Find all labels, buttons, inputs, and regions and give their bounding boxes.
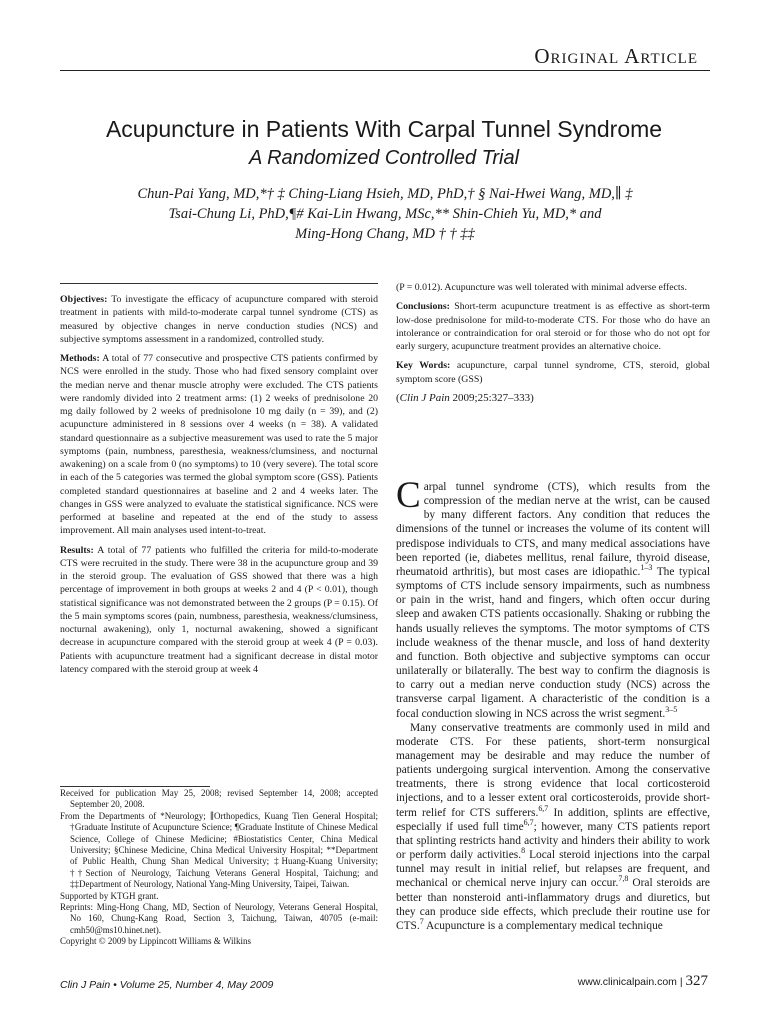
body-text-run: arpal tunnel syndrome (CTS), which results from the compression of the median nerve at the wrist, can be caused by many different factors. Any condition that reduces the dimensions of the tunnel or increases the volume of its content will predispose individuals to CTS, and many medical associations have been reported (ie, diabetes mellitus, renal failure, thyroid disease, rheumatoid arthritis), but most cases are idiopathic.: [396, 481, 710, 578]
page-number: 327: [685, 973, 708, 989]
reprints: Reprints: Ming-Hong Chang, MD, Section of Neurology, Veterans General Hospital, No 160, Chung-Kang Road, Section 3, Taichung, Taiwan, 40705 (e-mail: cmh50@ms10.hinet.net).: [60, 902, 378, 935]
abstract-methods: [60, 352, 378, 538]
abstract-conclusions: [396, 300, 710, 353]
body-text-run: Local steroid injections into the carpal tunnel may result in initial relief, but relapses are frequent, and mechanical or chemical nerve injury can occur.: [396, 849, 710, 890]
article-title: Acupuncture in Patients With Carpal Tunnel Syndrome: [105, 116, 663, 142]
citation-superscript: 6,7: [538, 803, 549, 813]
citation-ref: 2009;25:327–333: [452, 391, 531, 404]
header-rule: [60, 70, 710, 71]
body-text-run: ; however, many CTS patients report that splinting restricts hand activity and hinders their ability to work or perform daily activities.: [396, 820, 710, 862]
abstract-citation: (Clin J Pain 2009;25:327–333): [396, 391, 534, 404]
body-paragraph: [396, 721, 710, 933]
author-line: Tsai-Chung Li, PhD,¶# Kai-Lin Hwang, MSc,** Shin-Chieh Yu, MD,* and: [168, 206, 602, 222]
abstract-keywords: [396, 359, 710, 386]
methods-heading: Methods:: [60, 353, 100, 364]
body-text-run: Oral steroids are better than nonsteroid anti-inflammatory drugs and diuretics, but they can produce side effects, which preclude their routine use for CTS.: [396, 877, 710, 932]
section-label: Original Article: [534, 44, 698, 68]
affiliations-footnote: [60, 788, 378, 948]
received-dates: Received for publication May 25, 2008; revised September 14, 2008; accepted September 20, 2008.: [60, 788, 378, 810]
footer-right: [578, 973, 708, 990]
citation-superscript: 6,7: [523, 817, 534, 827]
abstract-results-continued: (P = 0.012). Acupuncture was well tolerated with minimal adverse effects.: [396, 282, 687, 293]
methods-text: A total of 77 consecutive and prospective CTS patients confirmed by NCS were enrolled in the study. Those who had fixed sensory complaint over the median nerve and thenar muscle atrophy were excluded. The CTS patients were randomly divided into 2 treatment arms: (1) 2 weeks of prednisolone 20 mg daily followed by 2 weeks of prednisolone 10 mg daily (n = 39), and (2) acupuncture administered in 8 sessions over 4 weeks (n = 38). A validated standard questionnaire as a subjective measurement was used to rate the 5 major symptoms (pain, numbness, paresthesia, weakness/clumsiness, and nocturnal awakening) on a scale from 0 (no symptoms) to 10 (very severe). The total score in each of the 5 categories was termed the global symptom score (GSS). Patients completed standard questionnaires at baseline and 2 and 4 weeks later. The changes in GSS were analyzed to evaluate the statistical significance. NCS were performed at baseline and repeated at the end of the study to assess improvement. All main analyses used intent-to-treat.: [60, 353, 378, 537]
objectives-heading: Objectives:: [60, 294, 108, 305]
citation-superscript: 7: [419, 917, 424, 927]
keywords-heading: Key Words:: [396, 360, 451, 372]
body-text-run: The typical symptoms of CTS include sensory impairments, such as numbness or pain in the wrist, hand and fingers, which often occur during sleep and awaken CTS patients occasionally. Shaking or rubbing the hands usually relieves the symptoms. The motor symptoms of CTS include weakness of the thenar muscle, and loss of hand dexterity and function. Both objective and subjective symptoms can occur unilaterally or bilaterally. The best way to confirm the diagnosis is to carry out a median nerve conduction study (NCS) across the transverse carpal ligament. A characteristic of the condition is a focal conduction slowing in NCS across the wrist segment.: [396, 565, 710, 720]
author-line: Chun-Pai Yang, MD,*† ‡ Ching-Liang Hsieh, MD, PhD,† § Nai-Hwei Wang, MD,∥ ‡: [137, 186, 633, 202]
journal-info: Clin J Pain • Volume 25, Number 4, May 2009: [60, 979, 274, 991]
website-link[interactable]: www.clinicalpain.com: [577, 976, 677, 988]
conclusions-text: Short-term acupuncture treatment is as effective as short-term low-dose prednisolone for mild-to-moderate CTS. For those who do have an intolerance or contraindication for oral steroid or for those who do not opt for early surgery, acupuncture treatment provides an alternative choice.: [396, 301, 711, 352]
body-text: [396, 475, 711, 933]
abstract-rule: [60, 283, 378, 284]
body-text-run: Many conservative treatments are commonly used in mild and moderate CTS. For these patients, short-term nonsurgical management may be desirable and may reduce the number of patients undergoing surgical intervention. Among the conservative treatments, there is strong evidence that local corticosteroid injections, and to a lesser extent oral corticosteroids, provide short-term relief for CTS sufferers.: [396, 721, 710, 819]
conclusions-heading: Conclusions:: [396, 301, 450, 313]
citation-superscript: 8: [521, 846, 526, 856]
author-line: Ming-Hong Chang, MD † † ‡‡: [295, 226, 475, 242]
body-paragraph: [396, 475, 710, 721]
abstract-left-column: [60, 293, 378, 682]
drop-cap: C: [396, 475, 421, 516]
citation-superscript: 1–3: [640, 563, 653, 573]
results-text: A total of 77 patients who fulfilled the criteria for mild-to-moderate CTS were recruited in the study. There were 38 in the acupuncture group and 39 in the steroid group. The evaluation of GSS showed that there was a high percentage of improvement in both groups at weeks 2 and 4 (P < 0.01), though statistical significance was not demonstrated between the 2 groups (P = 0.15). Of the 5 main symptoms scores (pain, numbness, paresthesia, weakness/clumsiness, nocturnal awakening), only 1, nocturnal awakening, showed a significant decrease in acupuncture compared with the steroid group at week 4 (P = 0.03). Patients with acupuncture treatment had a significant decrease in distal motor latency compared with the steroid group at week 4: [60, 544, 378, 675]
funding: Supported by KTGH grant.: [60, 890, 159, 901]
footer-journal-info: [60, 979, 273, 991]
copyright: Copyright © 2009 by Lippincott Williams & Wilkins: [60, 936, 252, 947]
citation-superscript: 7,8: [618, 874, 629, 884]
body-text-run: In addition, splints are effective, especially if used full time: [396, 806, 711, 833]
footer-separator: |: [679, 976, 683, 988]
abstract-objectives: [60, 293, 378, 346]
citation-superscript: 3–5: [665, 704, 678, 714]
results-heading: Results:: [60, 544, 94, 556]
author-list: [100, 184, 670, 244]
departments: From the Departments of *Neurology; ∥Orthopedics, Kuang Tien General Hospital; †Graduate Institute of Acupuncture Science; ¶Graduate Institute of Chinese Medical Science, College of Chinese Medicine; #Biostatistics Center, China Medical University; §Chinese Medicine, China Medical University Hospital; **Department of Public Health, Chung Shan Medical University; ‡Huang-Kuang University; ††Section of Neurology, Taichung Veterans General Hospital, Taichung; and ‡‡Department of Neurology, National Yang-Ming University, Taipei, Taiwan.: [60, 810, 378, 890]
keywords-text: acupuncture, carpal tunnel syndrome, CTS, steroid, global symptom score (GSS): [396, 360, 710, 385]
abstract-results: [60, 544, 378, 677]
article-subtitle: A Randomized Controlled Trial: [248, 147, 520, 169]
abstract-right-column: [396, 281, 710, 411]
body-text-run: Acupuncture is a complementary medical technique: [423, 919, 663, 932]
citation-journal: Clin J Pain: [399, 391, 450, 404]
objectives-text: To investigate the efficacy of acupuncture compared with steroid treatment in patients with mild-to-moderate carpal tunnel syndrome (CTS) as measured by objective changes in nerve conduction studies (NCS) and subjective symptoms assessment in a randomized, controlled study.: [60, 294, 378, 345]
footnote-rule: [60, 786, 210, 787]
